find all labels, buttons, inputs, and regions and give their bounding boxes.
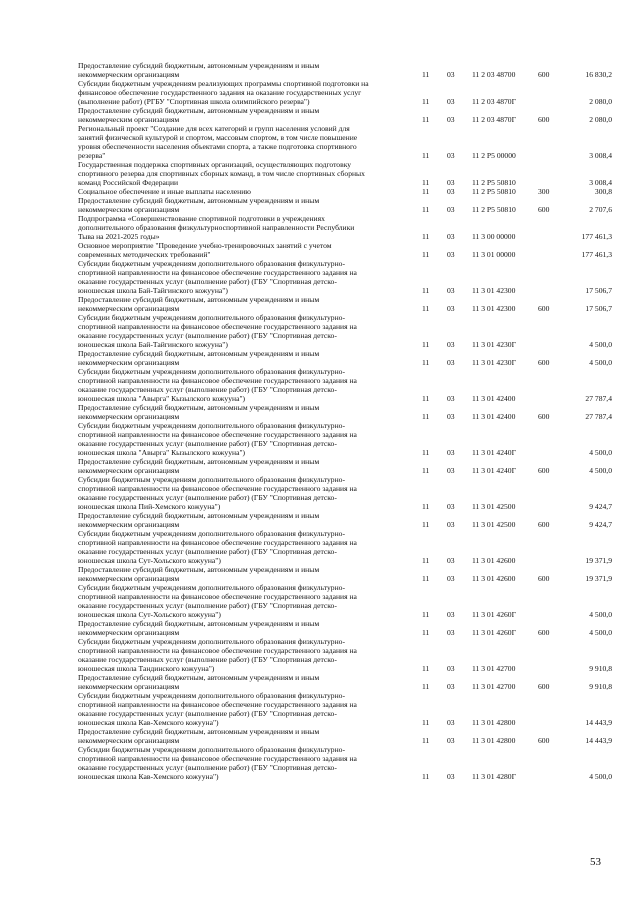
target-article-code: 11 3 01 42700: [472, 682, 516, 691]
table-row: [78, 619, 618, 637]
section-code: 11: [422, 178, 430, 187]
description-line: Субсидии бюджетным учреждениям дополнительного образования физкультурно-: [78, 583, 345, 592]
subsection-code: 03: [447, 304, 455, 313]
expense-type-code: 600: [538, 115, 550, 124]
amount-value: 300,8: [594, 187, 612, 196]
description-line: юношеская школа Тандинского кожууна"): [78, 664, 215, 673]
section-code: 11: [422, 412, 430, 421]
section-code: 11: [422, 70, 430, 79]
section-code: 11: [422, 115, 430, 124]
section-code: 11: [422, 682, 430, 691]
amount-value: 19 371,9: [585, 556, 612, 565]
description-line: Предоставление субсидий бюджетным, автономным учреждениям и иным: [78, 673, 320, 682]
description-line: Предоставление субсидий бюджетным, автономным учреждениям и иным: [78, 295, 320, 304]
table-row: [78, 637, 618, 673]
description-line: Субсидии бюджетным учреждениям дополнительного образования физкультурно-: [78, 421, 345, 430]
description-line: оказание государственных услуг (выполнение работ) (ГБУ "Спортивная детско-: [78, 547, 337, 556]
row-description: [78, 619, 406, 637]
amount-value: 16 830,2: [585, 70, 612, 79]
description-line: Субсидии бюджетным учреждениям дополнительного образования физкультурно-: [78, 367, 345, 376]
subsection-code: 03: [447, 178, 455, 187]
row-description: [78, 691, 406, 727]
description-line: Субсидии бюджетным учреждениям реализующих программы спортивной подготовки на: [78, 79, 369, 88]
table-row: [78, 79, 618, 106]
section-code: 11: [422, 466, 430, 475]
description-line: Субсидии бюджетным учреждениям дополнительного образования физкультурно-: [78, 475, 345, 484]
description-line: некоммерческим организациям: [78, 115, 180, 124]
description-line: Государственная поддержка спортивных организаций, осуществляющих подготовку: [78, 160, 352, 169]
description-line: спортивной направленности на финансовое обеспечение государственного задания на: [78, 268, 357, 277]
target-article-code: 11 3 01 42600: [472, 574, 516, 583]
expense-type-code: 600: [538, 574, 550, 583]
amount-value: 2 080,0: [589, 115, 612, 124]
row-description: [78, 313, 406, 349]
section-code: 11: [422, 250, 430, 259]
subsection-code: 03: [447, 718, 455, 727]
description-line: спортивной направленности на финансовое обеспечение государственного задания на: [78, 322, 357, 331]
target-article-code: 11 3 00 00000: [472, 232, 516, 241]
row-description: [78, 106, 406, 124]
expense-type-code: 600: [538, 628, 550, 637]
table-row: [78, 241, 618, 259]
description-line: Подпрограмма «Совершенствование спортивной подготовки в учреждениях: [78, 214, 325, 223]
description-line: некоммерческим организациям: [78, 466, 180, 475]
row-description: [78, 529, 406, 565]
table-row: [78, 214, 618, 241]
subsection-code: 03: [447, 286, 455, 295]
description-line: спортивной направленности на финансовое обеспечение государственного задания на: [78, 754, 357, 763]
description-line: Предоставление субсидий бюджетным, автономным учреждениям и иным: [78, 457, 320, 466]
description-line: некоммерческим организациям: [78, 682, 180, 691]
row-description: [78, 124, 406, 160]
subsection-code: 03: [447, 610, 455, 619]
description-line: Предоставление субсидий бюджетным, автономным учреждениям и иным: [78, 511, 320, 520]
amount-value: 2 080,0: [589, 97, 612, 106]
amount-value: 14 443,9: [585, 718, 612, 727]
description-line: спортивной направленности на финансовое обеспечение государственного задания на: [78, 484, 357, 493]
subsection-code: 03: [447, 97, 455, 106]
description-line: дополнительного образования физкультурноспортивной направленности Республики: [78, 223, 355, 232]
description-line: уровня обеспеченности населения объектами спорта, а также подготовка спортивного: [78, 142, 357, 151]
section-code: 11: [422, 340, 430, 349]
subsection-code: 03: [447, 502, 455, 511]
row-description: [78, 349, 406, 367]
table-row: [78, 673, 618, 691]
subsection-code: 03: [447, 412, 455, 421]
table-row: [78, 475, 618, 511]
description-line: некоммерческим организациям: [78, 412, 180, 421]
target-article-code: 11 3 01 4260Г: [472, 610, 516, 619]
subsection-code: 03: [447, 151, 455, 160]
description-line: оказание государственных услуг (выполнение работ) (ГБУ "Спортивная детско-: [78, 655, 337, 664]
target-article-code: 11 3 01 42400: [472, 412, 516, 421]
expense-type-code: 600: [538, 205, 550, 214]
subsection-code: 03: [447, 250, 455, 259]
table-row: [78, 196, 618, 214]
table-row: [78, 565, 618, 583]
description-line: Субсидии бюджетным учреждениям дополнительного образования физкультурно-: [78, 313, 345, 322]
target-article-code: 11 2 03 48700: [472, 70, 516, 79]
subsection-code: 03: [447, 736, 455, 745]
row-description: [78, 583, 406, 619]
target-article-code: 11 3 01 4240Г: [472, 466, 516, 475]
target-article-code: 11 3 01 42700: [472, 664, 516, 673]
amount-value: 4 500,0: [589, 772, 612, 781]
target-article-code: 11 3 01 42800: [472, 718, 516, 727]
description-line: некоммерческим организациям: [78, 736, 180, 745]
description-line: юношеская школа "Авырга" Кызылского кожууна"): [78, 448, 246, 457]
row-description: [78, 637, 406, 673]
description-line: Основное мероприятие "Проведение учебно-тренировочных занятий с учетом: [78, 241, 332, 250]
table-row: [78, 313, 618, 349]
description-line: некоммерческим организациям: [78, 304, 180, 313]
section-code: 11: [422, 610, 430, 619]
description-line: резерва": [78, 151, 106, 160]
amount-value: 14 443,9: [585, 736, 612, 745]
amount-value: 9 424,7: [589, 520, 612, 529]
target-article-code: 11 2 03 4870Г: [472, 97, 516, 106]
amount-value: 17 506,7: [585, 286, 612, 295]
description-line: (выполнение работ) (РГБУ "Спортивная школа олимпийского резерва"): [78, 97, 310, 106]
amount-value: 19 371,9: [585, 574, 612, 583]
table-row: [78, 295, 618, 313]
description-line: Предоставление субсидий бюджетным, автономным учреждениям и иным: [78, 106, 320, 115]
row-description: [78, 295, 406, 313]
amount-value: 4 500,0: [589, 340, 612, 349]
amount-value: 177 461,3: [581, 232, 612, 241]
row-description: [78, 403, 406, 421]
amount-value: 9 910,8: [589, 682, 612, 691]
description-line: Предоставление субсидий бюджетным, автономным учреждениям и иным: [78, 349, 320, 358]
description-line: Субсидии бюджетным учреждениям дополнительного образования физкультурно-: [78, 529, 345, 538]
description-line: некоммерческим организациям: [78, 70, 180, 79]
row-description: [78, 367, 406, 403]
subsection-code: 03: [447, 70, 455, 79]
table-row: [78, 511, 618, 529]
table-row: [78, 61, 618, 79]
section-code: 11: [422, 448, 430, 457]
expense-type-code: 600: [538, 520, 550, 529]
section-code: 11: [422, 304, 430, 313]
section-code: 11: [422, 556, 430, 565]
target-article-code: 11 3 01 4230Г: [472, 358, 516, 367]
section-code: 11: [422, 232, 430, 241]
target-article-code: 11 3 01 42500: [472, 502, 516, 511]
row-description: [78, 79, 406, 106]
table-row: [78, 583, 618, 619]
description-line: некоммерческим организациям: [78, 628, 180, 637]
expense-type-code: 300: [538, 187, 550, 196]
table-row: [78, 529, 618, 565]
row-description: [78, 673, 406, 691]
section-code: 11: [422, 736, 430, 745]
section-code: 11: [422, 772, 430, 781]
target-article-code: 11 2 P5 00000: [472, 151, 516, 160]
description-line: оказание государственных услуг (выполнение работ) (ГБУ "Спортивная детско-: [78, 439, 337, 448]
description-line: юношеская школа "Авырга" Кызылского кожууна"): [78, 394, 246, 403]
table-row: [78, 160, 618, 187]
subsection-code: 03: [447, 340, 455, 349]
description-line: оказание государственных услуг (выполнение работ) (ГБУ "Спортивная детско-: [78, 385, 337, 394]
section-code: 11: [422, 187, 430, 196]
description-line: юношеская школа Сут-Хольского кожууна"): [78, 556, 221, 565]
table-row: [78, 187, 618, 196]
amount-value: 4 500,0: [589, 610, 612, 619]
subsection-code: 03: [447, 187, 455, 196]
row-description: [78, 160, 406, 187]
description-line: юношеская школа Бай-Тайгинского кожууна"): [78, 340, 228, 349]
target-article-code: 11 3 01 4240Г: [472, 448, 516, 457]
amount-value: 3 008,4: [589, 151, 612, 160]
target-article-code: 11 2 03 4870Г: [472, 115, 516, 124]
subsection-code: 03: [447, 232, 455, 241]
description-line: Тыва на 2021-2025 годы»: [78, 232, 160, 241]
row-description: [78, 745, 406, 781]
description-line: Предоставление субсидий бюджетным, автономным учреждениям и иным: [78, 196, 320, 205]
target-article-code: 11 3 01 42300: [472, 304, 516, 313]
description-line: оказание государственных услуг (выполнение работ) (ГБУ "Спортивная детско-: [78, 493, 337, 502]
subsection-code: 03: [447, 115, 455, 124]
description-line: спортивной направленности на финансовое обеспечение государственного задания на: [78, 700, 357, 709]
amount-value: 4 500,0: [589, 358, 612, 367]
page-number: 53: [590, 856, 601, 868]
description-line: юношеская школа Кав-Хемского кожууна"): [78, 718, 219, 727]
amount-value: 4 500,0: [589, 448, 612, 457]
description-line: юношеская школа Сут-Хольского кожууна"): [78, 610, 221, 619]
row-description: [78, 61, 406, 79]
description-line: некоммерческим организациям: [78, 358, 180, 367]
target-article-code: 11 3 01 42300: [472, 286, 516, 295]
section-code: 11: [422, 718, 430, 727]
description-line: Предоставление субсидий бюджетным, автономным учреждениям и иным: [78, 403, 320, 412]
expense-type-code: 600: [538, 358, 550, 367]
amount-value: 27 787,4: [585, 394, 612, 403]
section-code: 11: [422, 151, 430, 160]
section-code: 11: [422, 628, 430, 637]
description-line: Субсидии бюджетным учреждениям дополнительного образования физкультурно-: [78, 637, 345, 646]
row-description: [78, 565, 406, 583]
target-article-code: 11 3 01 00000: [472, 250, 516, 259]
section-code: 11: [422, 205, 430, 214]
description-line: юношеская школа Пий-Хемского кожууна"): [78, 502, 221, 511]
expense-type-code: 600: [538, 736, 550, 745]
expense-type-code: 600: [538, 70, 550, 79]
amount-value: 3 008,4: [589, 178, 612, 187]
description-line: Социальное обеспечение и иные выплаты населению: [78, 187, 251, 196]
row-description: [78, 259, 406, 295]
table-row: [78, 106, 618, 124]
target-article-code: 11 3 01 42800: [472, 736, 516, 745]
description-line: некоммерческим организациям: [78, 574, 180, 583]
description-line: оказание государственных услуг (выполнение работ) (ГБУ "Спортивная детско-: [78, 331, 337, 340]
subsection-code: 03: [447, 466, 455, 475]
section-code: 11: [422, 664, 430, 673]
budget-table: [78, 61, 618, 781]
amount-value: 9 910,8: [589, 664, 612, 673]
row-description: [78, 457, 406, 475]
subsection-code: 03: [447, 556, 455, 565]
target-article-code: 11 3 01 4280Г: [472, 772, 516, 781]
target-article-code: 11 3 01 42600: [472, 556, 516, 565]
section-code: 11: [422, 394, 430, 403]
description-line: оказание государственных услуг (выполнение работ) (ГБУ "Спортивная детско-: [78, 601, 337, 610]
description-line: Предоставление субсидий бюджетным, автономным учреждениям и иным: [78, 565, 320, 574]
description-line: некоммерческим организациям: [78, 520, 180, 529]
subsection-code: 03: [447, 520, 455, 529]
expense-type-code: 600: [538, 412, 550, 421]
description-line: спортивной направленности на финансовое обеспечение государственного задания на: [78, 592, 357, 601]
target-article-code: 11 3 01 42500: [472, 520, 516, 529]
section-code: 11: [422, 502, 430, 511]
table-row: [78, 691, 618, 727]
description-line: финансовое обеспечение государственного задания на оказание государственных услуг: [78, 88, 362, 97]
subsection-code: 03: [447, 772, 455, 781]
row-description: [78, 214, 406, 241]
section-code: 11: [422, 574, 430, 583]
table-row: [78, 403, 618, 421]
amount-value: 177 461,3: [581, 250, 612, 259]
description-line: оказание государственных услуг (выполнение работ) (ГБУ "Спортивная детско-: [78, 709, 337, 718]
description-line: спортивной направленности на финансовое обеспечение государственного задания на: [78, 538, 357, 547]
table-row: [78, 727, 618, 745]
description-line: некоммерческим организациям: [78, 205, 180, 214]
description-line: оказание государственных услуг (выполнение работ) (ГБУ "Спортивная детско-: [78, 763, 337, 772]
amount-value: 27 787,4: [585, 412, 612, 421]
amount-value: 9 424,7: [589, 502, 612, 511]
expense-type-code: 600: [538, 682, 550, 691]
target-article-code: 11 3 01 4260Г: [472, 628, 516, 637]
description-line: юношеская школа Бай-Тайгинского кожууна"): [78, 286, 228, 295]
amount-value: 2 707,6: [589, 205, 612, 214]
description-line: Субсидии бюджетным учреждениям дополнительного образования физкультурно-: [78, 259, 345, 268]
target-article-code: 11 2 P5 50810: [472, 178, 516, 187]
row-description: [78, 727, 406, 745]
table-row: [78, 124, 618, 160]
amount-value: 4 500,0: [589, 466, 612, 475]
description-line: оказание государственных услуг (выполнение работ) (ГБУ "Спортивная детско-: [78, 277, 337, 286]
subsection-code: 03: [447, 574, 455, 583]
description-line: Предоставление субсидий бюджетным, автономным учреждениям и иным: [78, 727, 320, 736]
description-line: спортивной направленности на финансовое обеспечение государственного задания на: [78, 430, 357, 439]
description-line: спортивной направленности на финансовое обеспечение государственного задания на: [78, 376, 357, 385]
description-line: Субсидии бюджетным учреждениям дополнительного образования физкультурно-: [78, 745, 345, 754]
description-line: Предоставление субсидий бюджетным, автономным учреждениям и иным: [78, 61, 320, 70]
target-article-code: 11 3 01 4230Г: [472, 340, 516, 349]
description-line: спортивного резерва для спортивных сборных команд, в том числе спортивных сборных: [78, 169, 365, 178]
section-code: 11: [422, 358, 430, 367]
section-code: 11: [422, 97, 430, 106]
subsection-code: 03: [447, 358, 455, 367]
row-description: [78, 475, 406, 511]
table-row: [78, 349, 618, 367]
table-row: [78, 457, 618, 475]
table-row: [78, 745, 618, 781]
section-code: 11: [422, 520, 430, 529]
expense-type-code: 600: [538, 304, 550, 313]
table-row: [78, 421, 618, 457]
subsection-code: 03: [447, 394, 455, 403]
amount-value: 17 506,7: [585, 304, 612, 313]
target-article-code: 11 3 01 42400: [472, 394, 516, 403]
subsection-code: 03: [447, 205, 455, 214]
description-line: юношеская школа Кав-Хемского кожууна"): [78, 772, 219, 781]
subsection-code: 03: [447, 448, 455, 457]
row-description: [78, 421, 406, 457]
expense-type-code: 600: [538, 466, 550, 475]
amount-value: 4 500,0: [589, 628, 612, 637]
description-line: Предоставление субсидий бюджетным, автономным учреждениям и иным: [78, 619, 320, 628]
subsection-code: 03: [447, 664, 455, 673]
subsection-code: 03: [447, 628, 455, 637]
target-article-code: 11 2 P5 50810: [472, 205, 516, 214]
section-code: 11: [422, 286, 430, 295]
description-line: современных методических требований": [78, 250, 211, 259]
table-row: [78, 367, 618, 403]
row-description: [78, 196, 406, 214]
description-line: Субсидии бюджетным учреждениям дополнительного образования физкультурно-: [78, 691, 345, 700]
description-line: спортивной направленности на финансовое обеспечение государственного задания на: [78, 646, 357, 655]
subsection-code: 03: [447, 682, 455, 691]
table-row: [78, 259, 618, 295]
row-description: [78, 187, 406, 196]
description-line: команд Российской Федерации: [78, 178, 179, 187]
row-description: [78, 241, 406, 259]
row-description: [78, 511, 406, 529]
description-line: занятий физической культурой и спортом, массовым спортом, в том числе повышение: [78, 133, 358, 142]
target-article-code: 11 2 P5 50810: [472, 187, 516, 196]
description-line: Региональный проект "Создание для всех категорий и групп населения условий для: [78, 124, 350, 133]
